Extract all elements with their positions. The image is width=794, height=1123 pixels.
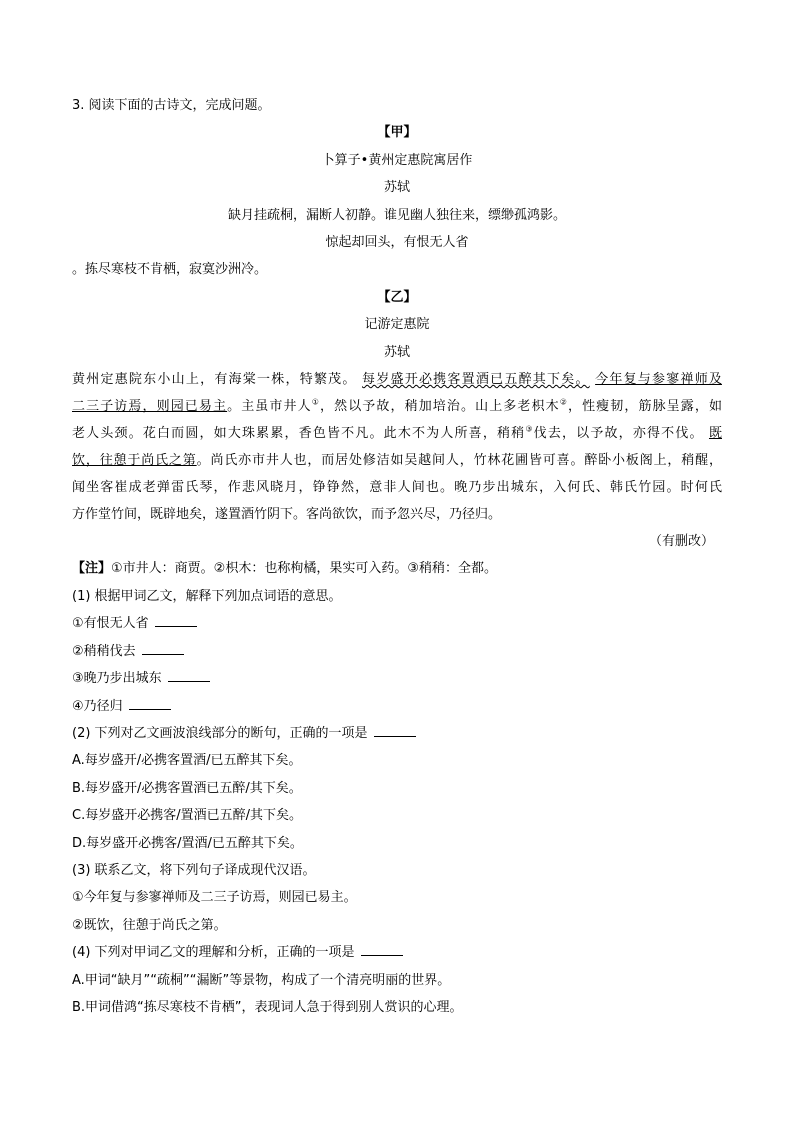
answer-blank[interactable] <box>129 696 171 710</box>
q2-option: A.每岁盛开/必携客置酒/已五醉其下矣。 <box>72 753 302 769</box>
q3-item: ②既饮，往憩于尚氏之第。 <box>72 917 227 933</box>
q4-prompt-text: (4) 下列对甲词乙文的理解和分析，正确的一项是 <box>72 945 355 961</box>
q1-item-text: ④乃径归 <box>72 698 123 714</box>
answer-blank[interactable] <box>155 613 197 627</box>
prose-author: 苏轼 <box>383 344 410 360</box>
prose-span: 伐去，以予故，亦得不伐。 <box>533 426 704 442</box>
poem-line: 惊起却回头，有恨无人省 <box>325 235 469 251</box>
section-jia-label: 【甲】 <box>377 125 417 141</box>
poem-line: 缺月挂疏桐，漏断人初静。谁见幽人独往来，缥缈孤鸿影。 <box>227 207 566 223</box>
q3-item: ①今年复与参寥禅师及二三子访焉，则园已易主。 <box>72 890 357 906</box>
q1-item-text: ③晚乃步出城东 <box>72 671 162 687</box>
question-title: 3. 阅读下面的古诗文，完成问题。 <box>72 98 271 113</box>
q4-option: B.甲词借鸿“拣尽寒枝不肯栖”，表现词人急于得到别人赏识的心理。 <box>72 999 463 1015</box>
prose-span: ，性瘦韧，筋脉呈露，如 <box>567 399 722 415</box>
prose-span: 老人头颈。花白而圆，如大珠累累，香色皆不凡。此木不为人所喜，稍稍 <box>72 426 526 442</box>
prose-span: 黄州定惠院东小山上，有海棠一株，特繁茂。 <box>72 372 357 388</box>
prose-row <box>72 420 722 447</box>
prose-title: 记游定惠院 <box>364 317 430 333</box>
poem-author: 苏轼 <box>383 180 410 196</box>
poem-line: 。拣尽寒枝不肯栖，寂寞沙洲冷。 <box>72 262 268 278</box>
footnote-marker: ② <box>559 397 568 407</box>
prose-row: 方作堂竹间，既辟地矣，遂置酒竹阴下。客尚欲饮，而予忽兴尽，乃径归。 <box>72 507 502 523</box>
q1-item <box>72 665 722 692</box>
q2-option: B.每岁盛开/必携客置酒已五醉/其下矣。 <box>72 780 302 796</box>
q1-item <box>72 610 722 637</box>
prose-text <box>72 366 722 528</box>
q1-item-text: ①有恨无人省 <box>72 616 149 632</box>
q2-option: D.每岁盛开必携客/置酒/已五醉其下矣。 <box>72 835 303 851</box>
prose-span: ，然以予故，稍加培治。山上多老枳木 <box>320 399 560 415</box>
annotation-label: 【注】 <box>72 561 112 577</box>
exam-page <box>72 92 722 1021</box>
answer-blank[interactable] <box>168 668 210 682</box>
q2-prompt-text: (2) 下列对乙文画波浪线部分的断句，正确的一项是 <box>72 725 368 741</box>
answer-blank[interactable] <box>142 641 184 655</box>
poem-title: 卜算子•黄州定惠院寓居作 <box>321 152 473 168</box>
prose-row: 闻坐客崔成老弹雷氏琴，作悲风晓月，铮铮然，意非人间也。晚乃步出城东，入何氏、韩氏竹园。时何氏 <box>72 480 722 496</box>
underlined-sentence: 饮，往憩于尚氏之第 <box>72 453 197 469</box>
prose-row <box>72 366 722 393</box>
annotation-text: ①市井人：商贾。②枳木：也称枸橘，果实可入药。③稍稍：全都。 <box>111 561 497 577</box>
wavy-underlined-sentence: 每岁盛开必携客置酒已五醉其下矣。 <box>362 372 590 388</box>
footnote-marker: ③ <box>525 424 534 434</box>
q1-prompt: (1) 根据甲词乙文，解释下列加点词语的意思。 <box>72 588 342 604</box>
section-yi-label: 【乙】 <box>377 289 417 305</box>
q2-option: C.每岁盛开必携客/置酒已五醉/其下矣。 <box>72 808 302 824</box>
source-note: （有删改） <box>648 534 714 550</box>
underlined-sentence: 今年复与参寥禅师及 <box>595 372 722 388</box>
prose-row <box>72 447 722 474</box>
prose-span: 。主虽市井人 <box>227 399 312 415</box>
q2-prompt <box>72 720 722 747</box>
underlined-sentence: 二三子访焉，则园已易主 <box>72 399 228 415</box>
annotation <box>72 555 722 582</box>
q3-prompt: (3) 联系乙文，将下列句子译成现代汉语。 <box>72 862 316 878</box>
answer-blank[interactable] <box>374 723 416 737</box>
q4-option: A.甲词“缺月”“疏桐”“漏断”等景物，构成了一个清亮明丽的世界。 <box>72 972 451 988</box>
q1-item-text: ②稍稍伐去 <box>72 643 136 659</box>
prose-span: 。尚氏亦市井人也，而居处修洁如吴越间人，竹林花圃皆可喜。醉卧小板阁上，稍醒， <box>196 453 722 469</box>
q4-prompt <box>72 939 722 966</box>
footnote-marker: ① <box>311 397 320 407</box>
prose-row <box>72 393 722 420</box>
underlined-sentence: 既 <box>708 426 722 442</box>
answer-blank[interactable] <box>361 942 403 956</box>
q1-item <box>72 693 722 720</box>
q1-item <box>72 638 722 665</box>
